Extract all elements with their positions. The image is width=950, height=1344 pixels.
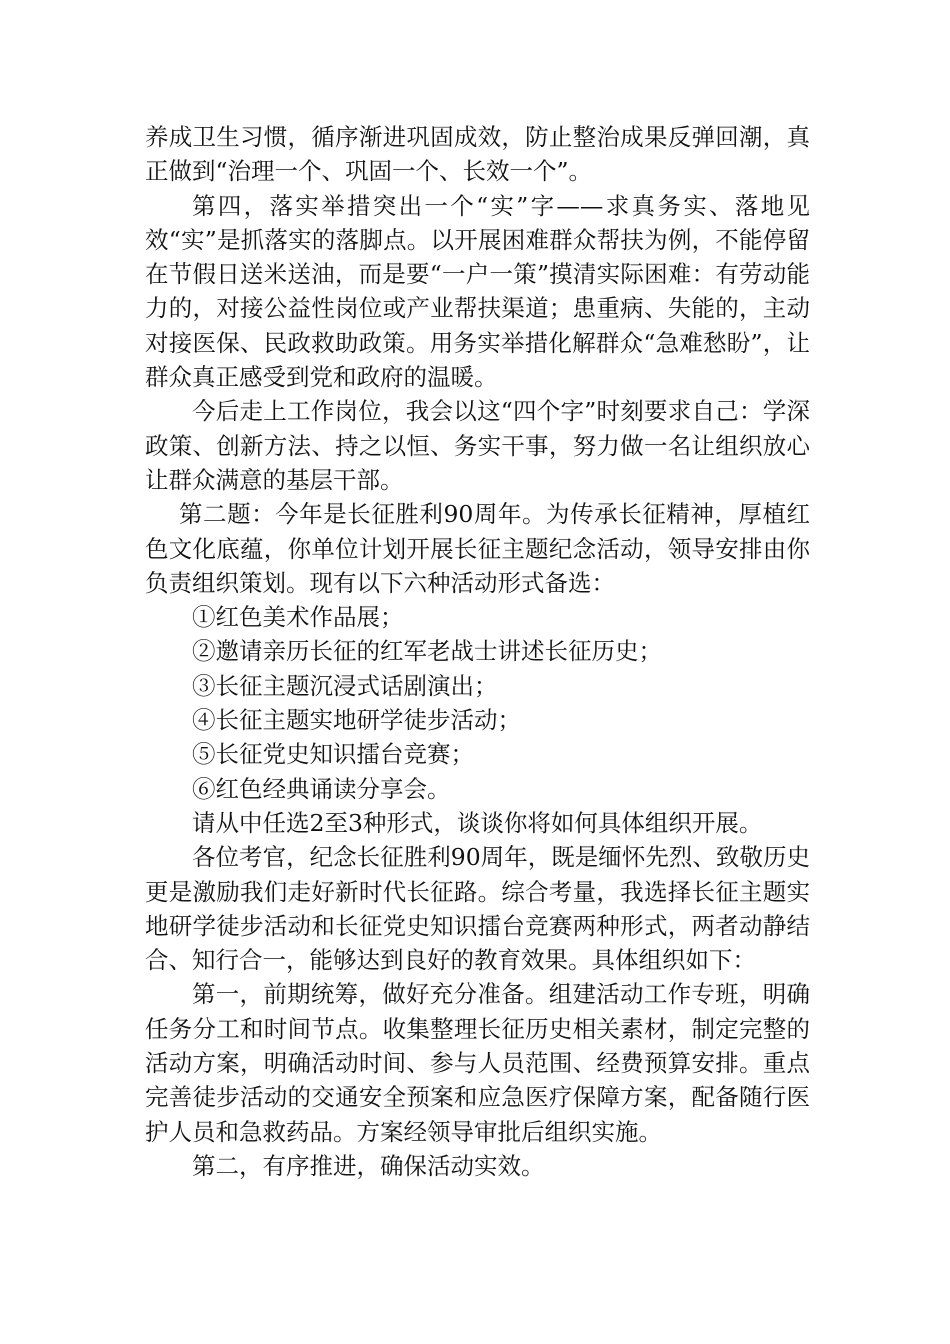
paragraph-answer-step-two: 第二，有序推进，确保活动实效。 xyxy=(192,1151,545,1180)
option-item-6: ⑥红色经典诵读分享会。 xyxy=(192,774,451,803)
option-item-1: ①红色美术作品展； xyxy=(192,603,404,632)
paragraph-continuation: 养成卫生习惯，循序渐进巩固成效，防止整治成果反弹回潮，真正做到“治理一个、巩固一个、长效一个”。 xyxy=(145,123,810,186)
paragraph-question-two: 第二题：今年是长征胜利90周年。为传承长征精神，厚植红色文化底蕴，你单位计划开展长征主题纪念活动，领导安排由你负责组织策划。现有以下六种活动形式备选： xyxy=(145,500,810,597)
option-item-2: ②邀请亲历长征的红军老战士讲述长征历史； xyxy=(192,637,662,666)
paragraph-answer-intro: 各位考官，纪念长征胜利90周年，既是缅怀先烈、致敬历史更是激励我们走好新时代长征路。综合考量，我选择长征主题实地研学徒步活动和长征党史知识擂台竞赛两种形式，两者动静结合、知行合一，能够达到良好的教育效果。具体组织如下： xyxy=(145,843,810,975)
paragraph-answer-step-one: 第一，前期统筹，做好充分准备。组建活动工作专班，明确任务分工和时间节点。收集整理长征历史相关素材，制定完整的活动方案，明确活动时间、参与人员范围、经费预算安排。重点完善徒步活动的交通安全预案和应急医疗保障方案，配备随行医护人员和急救药品。方案经领导审批后组织实施。 xyxy=(145,980,810,1146)
document-body xyxy=(145,120,810,1183)
option-item-4: ④长征主题实地研学徒步活动； xyxy=(192,706,521,735)
option-item-5: ⑤长征党史知识擂台竞赛； xyxy=(192,740,474,769)
paragraph-conclusion: 今后走上工作岗位，我会以这“四个字”时刻要求自己：学深政策、创新方法、持之以恒、务实干事，努力做一名让组织放心让群众满意的基层干部。 xyxy=(145,397,810,494)
paragraph-question-prompt: 请从中任选2至3种形式，谈谈你将如何具体组织开展。 xyxy=(192,808,763,837)
paragraph-point-four: 第四，落实举措突出一个“实”字——求真务实、落地见效“实”是抓落实的落脚点。以开展困难群众帮扶为例，不能停留在节假日送米送油，而是要“一户一策”摸清实际困难：有劳动能力的，对接公益性岗位或产业帮扶渠道；患重病、失能的，主动对接医保、民政救助政策。用务实举措化解群众“急难愁盼”，让群众真正感受到党和政府的温暖。 xyxy=(145,191,810,392)
option-item-3: ③长征主题沉浸式话剧演出； xyxy=(192,671,498,700)
